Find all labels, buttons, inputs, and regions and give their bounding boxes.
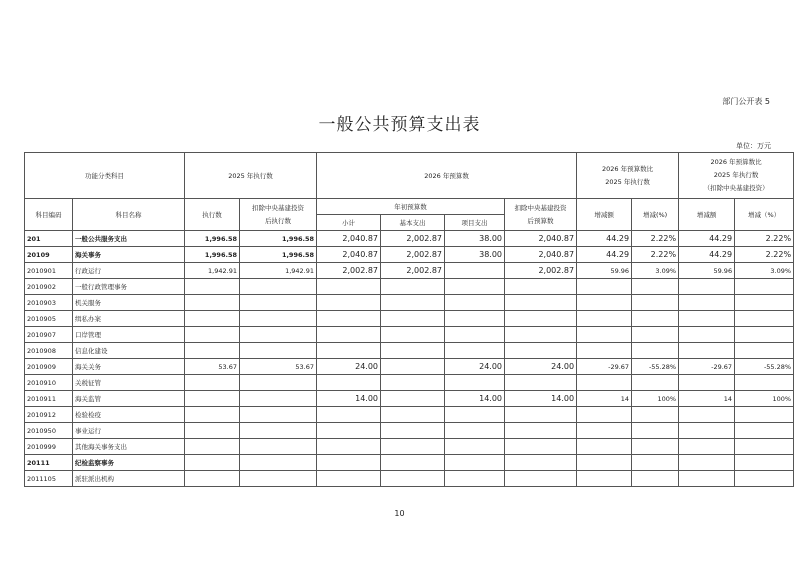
row-pct bbox=[632, 327, 679, 343]
header-compare-ex-line1: 2026 年预算数比 bbox=[710, 158, 762, 166]
row-project bbox=[445, 279, 505, 295]
row-subtotal bbox=[317, 439, 381, 455]
row-ex-budget bbox=[505, 471, 577, 487]
row-inc: -29.67 bbox=[577, 359, 632, 375]
row-inc-2: 44.29 bbox=[679, 247, 735, 263]
header-exec-2025: 2025 年执行数 bbox=[185, 153, 317, 199]
header-compare-ex-line2: 2025 年执行数 bbox=[713, 171, 759, 179]
header-ex-budget-line1: 扣除中央基建投资 bbox=[514, 203, 567, 212]
row-code: 2010911 bbox=[25, 391, 73, 407]
row-pct: 2.22% bbox=[632, 231, 679, 247]
row-pct-2: 100% bbox=[735, 391, 794, 407]
row-inc bbox=[577, 327, 632, 343]
row-name: 海关事务 bbox=[73, 247, 185, 263]
row-code: 2010901 bbox=[25, 263, 73, 279]
row-exec: 53.67 bbox=[185, 359, 240, 375]
row-subtotal: 2,040.87 bbox=[317, 231, 381, 247]
row-code: 2010912 bbox=[25, 407, 73, 423]
row-name: 口岸管理 bbox=[73, 327, 185, 343]
table-row bbox=[25, 311, 794, 327]
row-inc bbox=[577, 455, 632, 471]
row-basic bbox=[381, 407, 445, 423]
row-subtotal bbox=[317, 327, 381, 343]
row-project bbox=[445, 471, 505, 487]
row-inc-2 bbox=[679, 423, 735, 439]
row-pct bbox=[632, 311, 679, 327]
row-pct-2 bbox=[735, 311, 794, 327]
row-subtotal bbox=[317, 407, 381, 423]
row-basic: 2,002.87 bbox=[381, 247, 445, 263]
row-ex-budget bbox=[505, 295, 577, 311]
table-row bbox=[25, 407, 794, 423]
row-subtotal bbox=[317, 279, 381, 295]
row-project bbox=[445, 439, 505, 455]
table-row bbox=[25, 439, 794, 455]
table-row bbox=[25, 247, 794, 263]
table-row bbox=[25, 231, 794, 247]
row-inc: 59.96 bbox=[577, 263, 632, 279]
header-compare bbox=[577, 153, 679, 199]
header-compare-line1: 2026 年预算数比 bbox=[602, 164, 654, 173]
row-exec bbox=[185, 279, 240, 295]
header-code: 科目编码 bbox=[25, 199, 73, 231]
row-project bbox=[445, 375, 505, 391]
row-inc-2 bbox=[679, 311, 735, 327]
row-basic bbox=[381, 375, 445, 391]
row-code: 2011105 bbox=[25, 471, 73, 487]
row-project bbox=[445, 343, 505, 359]
row-exec: 1,942.91 bbox=[185, 263, 240, 279]
row-project: 38.00 bbox=[445, 231, 505, 247]
row-ex-exec bbox=[240, 471, 317, 487]
row-ex-exec bbox=[240, 407, 317, 423]
row-inc-2 bbox=[679, 279, 735, 295]
row-code: 20109 bbox=[25, 247, 73, 263]
row-basic bbox=[381, 471, 445, 487]
row-name: 其他海关事务支出 bbox=[73, 439, 185, 455]
row-name: 一般公共服务支出 bbox=[73, 231, 185, 247]
row-basic bbox=[381, 311, 445, 327]
row-pct bbox=[632, 423, 679, 439]
header-ex-exec bbox=[240, 199, 317, 231]
page-title: 一般公共预算支出表 bbox=[318, 115, 481, 135]
header-inc-amt-2: 增减额 bbox=[679, 199, 735, 231]
table-row bbox=[25, 471, 794, 487]
row-ex-exec bbox=[240, 343, 317, 359]
header-exec: 执行数 bbox=[185, 199, 240, 231]
table-row bbox=[25, 375, 794, 391]
table-row bbox=[25, 455, 794, 471]
row-exec: 1,996.58 bbox=[185, 231, 240, 247]
row-ex-budget: 2,040.87 bbox=[505, 247, 577, 263]
row-subtotal: 14.00 bbox=[317, 391, 381, 407]
row-code: 2010910 bbox=[25, 375, 73, 391]
row-name: 信息化建设 bbox=[73, 343, 185, 359]
row-ex-exec: 1,996.58 bbox=[240, 247, 317, 263]
header-name: 科目名称 bbox=[73, 199, 185, 231]
row-pct-2 bbox=[735, 423, 794, 439]
row-ex-budget bbox=[505, 327, 577, 343]
row-pct-2 bbox=[735, 455, 794, 471]
row-ex-exec bbox=[240, 375, 317, 391]
row-pct-2: 2.22% bbox=[735, 247, 794, 263]
row-basic: 2,002.87 bbox=[381, 263, 445, 279]
row-inc: 14 bbox=[577, 391, 632, 407]
row-project: 38.00 bbox=[445, 247, 505, 263]
row-exec bbox=[185, 423, 240, 439]
row-pct bbox=[632, 343, 679, 359]
row-pct bbox=[632, 375, 679, 391]
row-pct bbox=[632, 455, 679, 471]
row-inc-2 bbox=[679, 295, 735, 311]
row-name: 缉私办案 bbox=[73, 311, 185, 327]
row-pct-2: 3.09% bbox=[735, 263, 794, 279]
row-subtotal bbox=[317, 471, 381, 487]
table-row bbox=[25, 279, 794, 295]
row-pct-2 bbox=[735, 327, 794, 343]
row-pct-2 bbox=[735, 279, 794, 295]
row-pct: 3.09% bbox=[632, 263, 679, 279]
row-inc-2 bbox=[679, 375, 735, 391]
row-name: 一般行政管理事务 bbox=[73, 279, 185, 295]
row-inc-2 bbox=[679, 343, 735, 359]
header-compare-ex bbox=[679, 153, 794, 199]
row-basic bbox=[381, 455, 445, 471]
row-inc-2 bbox=[679, 327, 735, 343]
row-code: 2010907 bbox=[25, 327, 73, 343]
row-code: 2010903 bbox=[25, 295, 73, 311]
row-code: 2010905 bbox=[25, 311, 73, 327]
table-row bbox=[25, 263, 794, 279]
row-inc bbox=[577, 375, 632, 391]
header-compare-line2: 2025 年执行数 bbox=[605, 177, 650, 186]
row-pct bbox=[632, 279, 679, 295]
row-subtotal bbox=[317, 311, 381, 327]
row-name: 关税征管 bbox=[73, 375, 185, 391]
row-code: 2010909 bbox=[25, 359, 73, 375]
table-row bbox=[25, 423, 794, 439]
row-inc-2: -29.67 bbox=[679, 359, 735, 375]
row-inc-2: 14 bbox=[679, 391, 735, 407]
row-inc-2 bbox=[679, 439, 735, 455]
row-ex-exec: 53.67 bbox=[240, 359, 317, 375]
row-pct bbox=[632, 295, 679, 311]
row-exec bbox=[185, 311, 240, 327]
row-ex-budget bbox=[505, 279, 577, 295]
row-name: 海关关务 bbox=[73, 359, 185, 375]
row-inc bbox=[577, 407, 632, 423]
row-exec bbox=[185, 391, 240, 407]
row-pct bbox=[632, 407, 679, 423]
row-code: 2010908 bbox=[25, 343, 73, 359]
row-basic bbox=[381, 391, 445, 407]
row-exec bbox=[185, 407, 240, 423]
row-exec: 1,996.58 bbox=[185, 247, 240, 263]
row-pct-2: -55.28% bbox=[735, 359, 794, 375]
row-ex-budget: 2,002.87 bbox=[505, 263, 577, 279]
row-code: 20111 bbox=[25, 455, 73, 471]
row-inc bbox=[577, 295, 632, 311]
row-inc bbox=[577, 471, 632, 487]
row-name: 检验检疫 bbox=[73, 407, 185, 423]
row-ex-budget: 2,040.87 bbox=[505, 231, 577, 247]
row-subtotal bbox=[317, 295, 381, 311]
row-ex-exec bbox=[240, 439, 317, 455]
row-exec bbox=[185, 375, 240, 391]
header-ex-exec-line1: 扣除中央基建投资 bbox=[252, 203, 304, 212]
row-inc bbox=[577, 311, 632, 327]
page-number: 10 bbox=[394, 509, 405, 518]
row-ex-budget bbox=[505, 407, 577, 423]
row-pct-2 bbox=[735, 375, 794, 391]
row-name: 派驻派出机构 bbox=[73, 471, 185, 487]
row-inc-2 bbox=[679, 471, 735, 487]
row-basic bbox=[381, 439, 445, 455]
row-basic bbox=[381, 423, 445, 439]
row-project bbox=[445, 327, 505, 343]
row-subtotal bbox=[317, 423, 381, 439]
row-ex-exec bbox=[240, 391, 317, 407]
header-ex-exec-line2: 后执行数 bbox=[265, 216, 291, 225]
header-ex-budget bbox=[505, 199, 577, 231]
budget-table bbox=[24, 152, 794, 487]
row-subtotal bbox=[317, 343, 381, 359]
row-pct-2 bbox=[735, 295, 794, 311]
header-ex-budget-line2: 后预算数 bbox=[527, 216, 554, 225]
row-basic bbox=[381, 343, 445, 359]
row-subtotal bbox=[317, 375, 381, 391]
header-basic: 基本支出 bbox=[381, 215, 445, 231]
row-pct-2 bbox=[735, 439, 794, 455]
table-body bbox=[25, 231, 794, 487]
row-project bbox=[445, 295, 505, 311]
header-inc-pct: 增减(%) bbox=[632, 199, 679, 231]
row-inc-2 bbox=[679, 455, 735, 471]
row-project bbox=[445, 407, 505, 423]
table-row bbox=[25, 343, 794, 359]
row-name: 纪检监察事务 bbox=[73, 455, 185, 471]
row-ex-budget bbox=[505, 375, 577, 391]
row-ex-exec bbox=[240, 455, 317, 471]
row-pct-2 bbox=[735, 407, 794, 423]
row-inc: 44.29 bbox=[577, 247, 632, 263]
row-basic bbox=[381, 279, 445, 295]
row-inc-2: 59.96 bbox=[679, 263, 735, 279]
row-basic bbox=[381, 359, 445, 375]
row-inc-2 bbox=[679, 407, 735, 423]
row-ex-budget: 24.00 bbox=[505, 359, 577, 375]
row-ex-exec bbox=[240, 295, 317, 311]
header-compare-ex-line3: （扣除中央基建投资） bbox=[703, 184, 769, 192]
row-project: 24.00 bbox=[445, 359, 505, 375]
row-ex-exec: 1,996.58 bbox=[240, 231, 317, 247]
row-exec bbox=[185, 471, 240, 487]
header-budget-2026: 2026 年预算数 bbox=[317, 153, 577, 199]
row-subtotal: 2,002.87 bbox=[317, 263, 381, 279]
row-ex-budget bbox=[505, 311, 577, 327]
row-pct: 100% bbox=[632, 391, 679, 407]
header-func-category: 功能分类科目 bbox=[25, 153, 185, 199]
row-code: 2010902 bbox=[25, 279, 73, 295]
row-ex-budget: 14.00 bbox=[505, 391, 577, 407]
row-ex-exec bbox=[240, 327, 317, 343]
row-project bbox=[445, 455, 505, 471]
row-exec bbox=[185, 343, 240, 359]
row-inc: 44.29 bbox=[577, 231, 632, 247]
doc-code: 部门公开表 5 bbox=[722, 97, 770, 106]
row-subtotal: 24.00 bbox=[317, 359, 381, 375]
row-code: 2010950 bbox=[25, 423, 73, 439]
row-inc bbox=[577, 423, 632, 439]
row-pct-2 bbox=[735, 471, 794, 487]
row-ex-budget bbox=[505, 439, 577, 455]
row-code: 201 bbox=[25, 231, 73, 247]
table-row bbox=[25, 327, 794, 343]
row-project: 14.00 bbox=[445, 391, 505, 407]
row-exec bbox=[185, 439, 240, 455]
header-subtotal: 小计 bbox=[317, 215, 381, 231]
row-pct bbox=[632, 471, 679, 487]
row-exec bbox=[185, 455, 240, 471]
row-name: 海关监管 bbox=[73, 391, 185, 407]
row-name: 行政运行 bbox=[73, 263, 185, 279]
row-basic bbox=[381, 327, 445, 343]
row-ex-budget bbox=[505, 423, 577, 439]
row-inc bbox=[577, 439, 632, 455]
row-exec bbox=[185, 295, 240, 311]
row-pct-2 bbox=[735, 343, 794, 359]
row-ex-exec bbox=[240, 423, 317, 439]
header-inc-pct-2: 增减（%） bbox=[735, 199, 794, 231]
row-code: 2010999 bbox=[25, 439, 73, 455]
row-project bbox=[445, 263, 505, 279]
row-basic: 2,002.87 bbox=[381, 231, 445, 247]
row-pct: 2.22% bbox=[632, 247, 679, 263]
row-name: 事业运行 bbox=[73, 423, 185, 439]
header-inc-amt: 增减额 bbox=[577, 199, 632, 231]
row-ex-exec bbox=[240, 279, 317, 295]
row-inc-2: 44.29 bbox=[679, 231, 735, 247]
row-inc bbox=[577, 343, 632, 359]
row-pct-2: 2.22% bbox=[735, 231, 794, 247]
table-row bbox=[25, 391, 794, 407]
header-annual-budget: 年初预算数 bbox=[317, 199, 505, 215]
row-subtotal: 2,040.87 bbox=[317, 247, 381, 263]
row-basic bbox=[381, 295, 445, 311]
header-project: 项目支出 bbox=[445, 215, 505, 231]
row-pct: -55.28% bbox=[632, 359, 679, 375]
row-exec bbox=[185, 327, 240, 343]
row-ex-budget bbox=[505, 455, 577, 471]
unit-label: 单位：万元 bbox=[736, 142, 771, 150]
row-ex-exec bbox=[240, 311, 317, 327]
row-project bbox=[445, 311, 505, 327]
table-row bbox=[25, 295, 794, 311]
row-pct bbox=[632, 439, 679, 455]
row-name: 机关服务 bbox=[73, 295, 185, 311]
row-inc bbox=[577, 279, 632, 295]
row-project bbox=[445, 423, 505, 439]
row-ex-exec: 1,942.91 bbox=[240, 263, 317, 279]
row-ex-budget bbox=[505, 343, 577, 359]
row-subtotal bbox=[317, 455, 381, 471]
table-row bbox=[25, 359, 794, 375]
